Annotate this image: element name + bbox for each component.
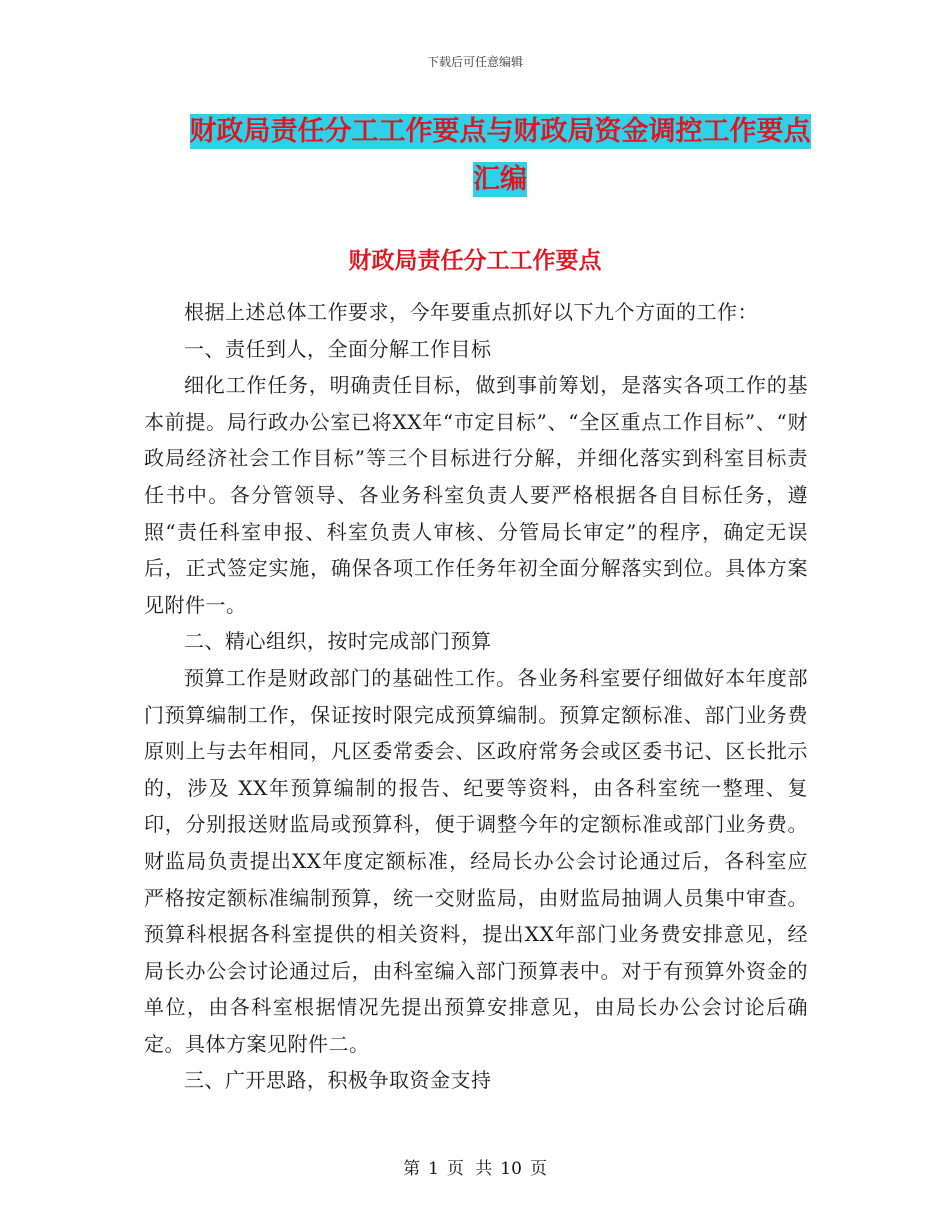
page-footer (0, 1154, 950, 1179)
document-title-line2: 汇编 (473, 164, 527, 195)
document-title-line1: 财政局责任分工工作要点与财政局资金调控工作要点 (189, 116, 811, 147)
footer-total-pages: 10 (500, 1159, 522, 1179)
document-title (140, 108, 860, 204)
paragraph-1: 细化工作任务，明确责任目标，做到事前筹划，是落实各项工作的基本前提。局行政办公室已将XX年“市定目标”、“全区重点工作目标”、“财政局经济社会工作目标”等三个目标进行分解，并细化落实到科室目标责任书中。各分管领导、各业务科室负责人要严格根据各自目标任务，遵照“责任科室申报、科室负责人审核、分管局长审定”的程序，确定无误后，正式签定实施，确保各项工作任务年初全面分解落实到位。具体方案见附件一。 (144, 373, 808, 617)
header-note: 下载后可任意编辑 (426, 55, 523, 69)
heading-2: 二、精心组织，按时完成部门预算 (184, 629, 492, 654)
section-title: 财政局责任分工工作要点 (348, 248, 602, 274)
document-body (144, 294, 808, 1099)
footer-mid: 页 共 (446, 1159, 493, 1179)
heading-3: 三、广开思路，积极争取资金支持 (184, 1068, 492, 1093)
heading-1: 一、责任到人，全面分解工作目标 (184, 336, 492, 361)
paragraph-intro: 根据上述总体工作要求，今年要重点抓好以下九个方面的工作： (184, 300, 758, 324)
footer-suffix: 页 (529, 1159, 547, 1179)
footer-page-number: 1 (428, 1159, 439, 1179)
footer-prefix: 第 (403, 1159, 421, 1179)
paragraph-2: 预算工作是财政部门的基础性工作。各业务科室要仔细做好本年度部门预算编制工作，保证按时限完成预算编制。预算定额标准、部门业务费原则上与去年相同，凡区委常委会、区政府常务会或区委书记、区长批示的，涉及 XX年预算编制的报告、纪要等资料，由各科室统一整理、复印，分别报送财监局或预算科，便于调整今年的定额标准或部门业务费。财监局负责提出XX年度定额标准，经局长办公会讨论通过后，各科室应严格按定额标准编制预算，统一交财监局，由财监局抽调人员集中审查。预算科根据各科室提供的相关资料，提出XX年部门业务费安排意见，经局长办公会讨论通过后，由科室编入部门预算表中。对于有预算外资金的单位，由各科室根据情况先提出预算安排意见，由局长办公会讨论后确定。具体方案见附件二。 (144, 665, 808, 1056)
